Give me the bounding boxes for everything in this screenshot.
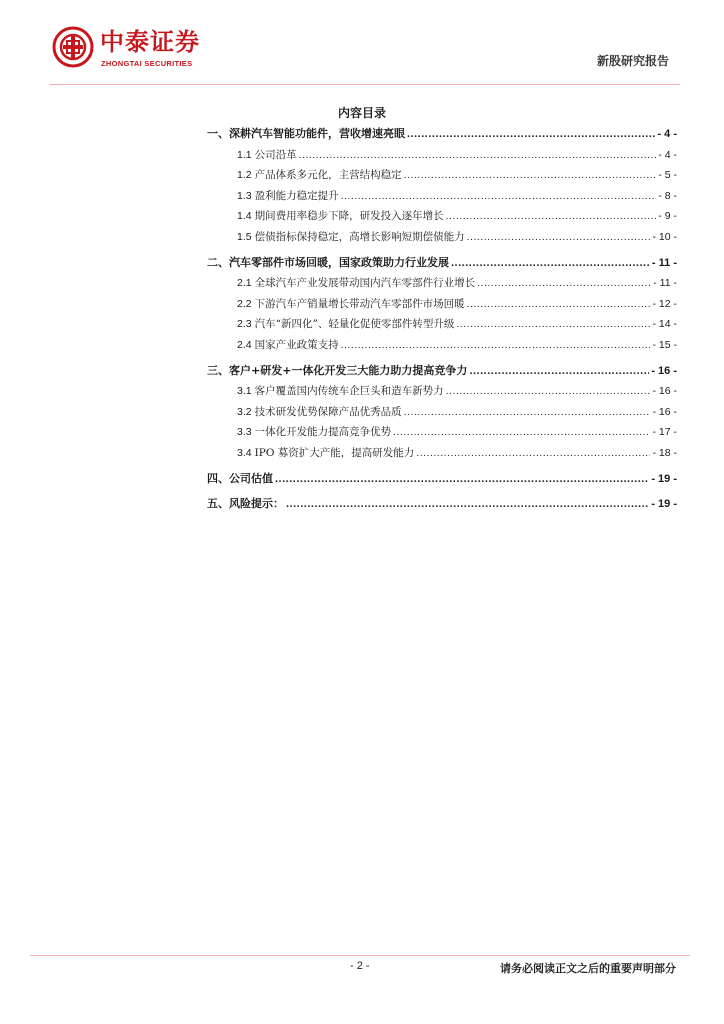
toc-subsection-entry[interactable]	[207, 294, 677, 315]
toc-entry-page: - 10 -	[652, 230, 677, 243]
toc-entry-label: 偿债指标保持稳定，高增长影响短期偿债能力	[254, 230, 465, 243]
toc-subsection-entry[interactable]	[207, 381, 677, 402]
toc-entry-number: 3.2	[237, 405, 252, 418]
toc-entry-page: - 16 -	[651, 364, 677, 377]
toc-subsection-entry[interactable]	[207, 402, 677, 423]
toc-leader-dots	[341, 186, 657, 206]
toc-entry-number: 2.2	[237, 297, 252, 310]
toc-subsection-entry[interactable]	[207, 206, 677, 227]
table-of-contents	[207, 124, 677, 515]
toc-entry-label: 产品体系多元化，主营结构稳定	[254, 169, 402, 182]
toc-entry-number: 3.1	[237, 385, 252, 398]
toc-entry-page: - 5 -	[658, 169, 677, 182]
toc-leader-dots	[299, 145, 657, 165]
footer-divider	[30, 955, 690, 956]
toc-entry-label: 客户覆盖国内传统车企巨头和造车新势力	[254, 385, 444, 398]
toc-leader-dots	[286, 494, 649, 514]
toc-entry-number: 1.5	[237, 230, 252, 243]
toc-subsection-entry[interactable]	[207, 227, 677, 248]
toc-entry-number: 1.4	[237, 210, 252, 223]
toc-entry-label: 技术研发优势保障产品优秀品质	[254, 405, 402, 418]
zhongtai-logo-icon	[52, 26, 94, 68]
toc-leader-dots	[446, 206, 657, 226]
toc-leader-dots	[451, 253, 650, 273]
toc-entry-label: 盈利能力稳定提升	[254, 189, 339, 202]
toc-entry-number: 2.1	[237, 277, 252, 290]
page-header	[0, 0, 724, 90]
toc-entry-page: - 11 -	[653, 277, 677, 290]
toc-leader-dots	[446, 381, 651, 401]
toc-entry-page: - 4 -	[657, 128, 677, 140]
toc-entry-label: 二、汽车零部件市场回暖，国家政策助力行业发展	[207, 255, 449, 269]
footer-disclaimer: 请务必阅读正文之后的重要声明部分	[500, 962, 676, 975]
toc-leader-dots	[469, 361, 649, 381]
toc-entry-page: - 19 -	[651, 498, 677, 511]
toc-entry-label: 全球汽车产业发展带动国内汽车零部件行业增长	[254, 277, 476, 290]
toc-subsection-entry[interactable]	[207, 335, 677, 356]
toc-entry-label: 五、风险提示：	[207, 497, 284, 511]
toc-entry-number: 2.4	[237, 338, 252, 351]
toc-entry-number: 1.2	[237, 169, 252, 182]
report-type-label: 新股研究报告	[596, 54, 669, 68]
toc-entry-page: - 14 -	[652, 318, 677, 331]
toc-entry-number: 3.3	[237, 426, 252, 439]
toc-entry-page: - 16 -	[652, 405, 677, 418]
toc-entry-label: 国家产业政策支持	[254, 338, 339, 351]
logo-text-en: ZHONGTAI SECURITIES	[101, 59, 193, 68]
toc-entry-page: - 18 -	[652, 446, 677, 459]
toc-leader-dots	[456, 314, 650, 334]
toc-leader-dots	[407, 124, 655, 144]
toc-entry-label: 四、公司估值	[207, 471, 273, 485]
toc-entry-page: - 9 -	[658, 210, 677, 223]
toc-entry-page: - 15 -	[652, 338, 677, 351]
toc-section-entry[interactable]	[207, 124, 677, 145]
toc-entry-label: 下游汽车产销量增长带动汽车零部件市场回暖	[254, 297, 465, 310]
toc-entry-number: 3.4	[237, 446, 252, 459]
toc-entry-label: 汽车“新四化”、轻量化促使零部件转型升级	[254, 318, 455, 331]
toc-leader-dots	[467, 227, 651, 247]
toc-subsection-entry[interactable]	[207, 422, 677, 443]
toc-entry-page: - 4 -	[658, 148, 677, 161]
toc-leader-dots	[416, 443, 650, 463]
toc-subsection-entry[interactable]	[207, 145, 677, 166]
toc-entry-page: - 19 -	[651, 472, 677, 485]
toc-subsection-entry[interactable]	[207, 273, 677, 294]
toc-entry-page: - 17 -	[652, 426, 677, 439]
toc-subsection-entry[interactable]	[207, 165, 677, 186]
toc-section-entry[interactable]	[207, 361, 677, 382]
toc-entry-label: IPO 募资扩大产能，提高研发能力	[254, 446, 415, 459]
toc-section-entry[interactable]	[207, 253, 677, 274]
toc-leader-dots	[275, 469, 649, 489]
toc-subsection-entry[interactable]	[207, 443, 677, 464]
toc-subsection-entry[interactable]	[207, 186, 677, 207]
toc-entry-label: 公司沿革	[254, 148, 297, 161]
toc-leader-dots	[341, 335, 651, 355]
toc-entry-page: - 16 -	[652, 385, 677, 398]
toc-entry-number: 2.3	[237, 318, 252, 331]
toc-entry-label: 期间费用率稳步下降，研发投入逐年增长	[254, 210, 444, 223]
toc-title: 内容目录	[337, 106, 386, 120]
toc-entry-label: 一体化开发能力提高竞争优势	[254, 426, 392, 439]
toc-entry-page: - 12 -	[652, 297, 677, 310]
toc-leader-dots	[467, 294, 651, 314]
toc-leader-dots	[393, 422, 650, 442]
toc-entry-number: 1.1	[237, 148, 252, 161]
logo-text-cn: 中泰证券	[100, 28, 200, 56]
page-number: - 2 -	[350, 960, 370, 972]
toc-leader-dots	[477, 273, 651, 293]
toc-section-entry[interactable]	[207, 494, 677, 515]
toc-entry-label: 三、客户+研发+一体化开发三大能力助力提高竞争力	[207, 363, 468, 377]
toc-leader-dots	[404, 165, 657, 185]
header-divider	[50, 84, 680, 85]
toc-subsection-entry[interactable]	[207, 314, 677, 335]
toc-section-entry[interactable]	[207, 469, 677, 490]
toc-leader-dots	[404, 402, 651, 422]
toc-entry-page: - 11 -	[651, 256, 677, 269]
toc-entry-page: - 8 -	[658, 189, 677, 202]
toc-entry-label: 一、深耕汽车智能功能件，营收增速亮眼	[207, 127, 405, 140]
toc-entry-number: 1.3	[237, 189, 252, 202]
